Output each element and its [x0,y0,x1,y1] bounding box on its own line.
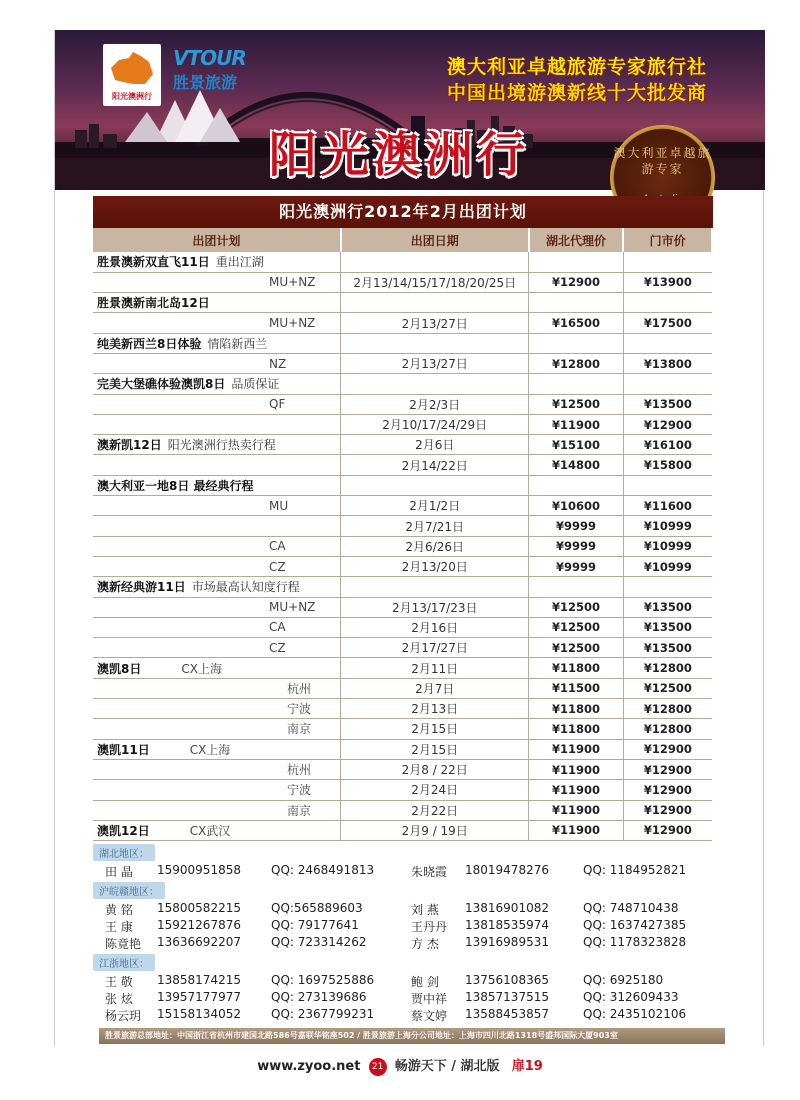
cell-agent-price: ¥16500 [529,313,624,333]
contact-name: 方 杰 [411,937,439,951]
cell-retail-price [623,293,712,313]
address-bar: 胜景旅游总部地址：中国浙江省杭州市建国北路586号嘉联华铭座502 / 胜景旅游上海分公司地址：上海市四川北路1318号盛邦国际大厦903室 [99,1028,725,1044]
cell-plan [93,820,341,840]
tour-carrier: NZ [269,356,287,371]
cell-agent-price: ¥9999 [529,556,624,576]
table-row [93,638,712,658]
contact-phone: 15800582215 [157,901,241,915]
contact-name: 陈竟艳 [105,937,142,951]
contact-row [93,990,713,1007]
cell-retail-price: ¥17500 [623,313,712,333]
table-row [93,475,712,495]
cell-retail-price: ¥12800 [623,658,712,678]
tour-carrier: MU+NZ [269,316,316,331]
contact-row [93,863,713,880]
cell-agent-price: ¥12500 [529,638,624,658]
cell-plan [93,617,341,637]
contact-phone: 13957177977 [157,990,241,1004]
table-row [93,699,712,719]
contact-name: 王丹丹 [411,920,448,934]
cell-agent-price: ¥15100 [529,435,624,455]
contact-qq: QQ: 1637427385 [583,918,687,932]
contact-qq: QQ: 2367799231 [271,1007,375,1021]
table-header-row [93,228,712,252]
tour-carrier: CA [269,620,286,635]
cell-date [341,577,529,597]
footer-name: 畅游天下 / 湖北版 [394,1059,500,1074]
cell-agent-price [529,374,624,394]
cell-agent-price: ¥12500 [529,394,624,414]
cell-date: 2月15日 [341,739,529,759]
tour-name: 澳新凯12日 [97,438,162,453]
cell-plan [93,780,341,800]
footer-badge: 21 [369,1058,387,1076]
contact-name: 田 晶 [105,865,133,879]
tour-carrier: MU+NZ [269,600,316,615]
cell-agent-price [529,293,624,313]
cell-agent-price: ¥12900 [529,272,624,292]
table-row [93,800,712,820]
cell-agent-price: ¥12500 [529,617,624,637]
table-row [93,435,712,455]
contact-phone: 15900951858 [157,863,241,877]
cell-date: 2月7/21日 [341,516,529,536]
tour-subtitle: 情陷新西兰 [207,336,268,351]
header-agent-price: 湖北代理价 [529,228,624,252]
header-plan: 出团计划 [93,228,341,252]
cell-date: 2月13/27日 [341,313,529,333]
vtour-logo [173,46,253,106]
tour-name: 完美大堡礁体验澳凯8日 [97,377,226,392]
logo1-text: 阳光澳洲行 [112,92,152,101]
contact-phone: 13858174215 [157,973,241,987]
cell-plan [93,475,341,495]
cell-plan [93,394,341,414]
cell-agent-price: ¥11900 [529,800,624,820]
cell-agent-price [529,252,624,272]
footer-page: 扉19 [511,1059,543,1074]
slogan-line-1: 澳大利亚卓越旅游专家旅行社 [446,56,707,78]
cell-retail-price [623,252,712,272]
table-row [93,414,712,434]
tour-name: 澳凯12日 [97,823,150,838]
cell-date: 2月13/27日 [341,353,529,373]
cell-date: 2月7日 [341,678,529,698]
table-row [93,780,712,800]
cell-plan [93,496,341,516]
cell-agent-price: ¥10600 [529,496,624,516]
cell-date: 2月6/26日 [341,536,529,556]
table-row [93,293,712,313]
cell-retail-price: ¥13500 [623,617,712,637]
table-row [93,252,712,272]
contact-qq: QQ: 1178323828 [583,935,687,949]
cell-plan [93,516,341,536]
contact-name: 黄 铭 [105,903,133,917]
contact-qq: QQ: 6925180 [583,973,664,987]
cell-retail-price: ¥10999 [623,516,712,536]
cell-retail-price: ¥13500 [623,597,712,617]
cell-retail-price: ¥13800 [623,353,712,373]
cell-plan [93,556,341,576]
cell-date [341,293,529,313]
tour-name: 澳凯8日 [97,661,142,676]
cell-date: 2月2/3日 [341,394,529,414]
tour-subtitle: 阳光澳洲行热卖行程 [167,438,276,453]
cell-date [341,374,529,394]
cell-agent-price: ¥11800 [529,699,624,719]
tour-carrier: CA [269,539,286,554]
tour-carrier: CX上海 [189,742,231,757]
cell-plan [93,455,341,475]
cell-retail-price: ¥10999 [623,556,712,576]
contact-name: 张 炫 [105,992,133,1006]
cell-date: 2月8 / 22日 [341,759,529,779]
contact-qq: QQ: 2435102106 [583,1007,687,1021]
table-row [93,820,712,840]
cell-agent-price [529,475,624,495]
tour-subtitle: 市场最高认知度行程 [191,580,300,595]
tour-carrier: 宁波 [287,702,312,717]
region-label: 湖北地区： [93,844,155,861]
tour-carrier: 南京 [287,803,312,818]
cell-date: 2月1/2日 [341,496,529,516]
contact-row [93,901,713,918]
cell-plan [93,333,341,353]
page-footer [0,1055,800,1076]
tour-name: 澳凯11日 [97,742,150,757]
cell-agent-price: ¥11500 [529,678,624,698]
cell-agent-price: ¥11900 [529,414,624,434]
tour-name: 胜景澳新南北岛12日 [97,296,210,311]
table-row [93,496,712,516]
cell-retail-price: ¥12800 [623,719,712,739]
slogan-line-2: 中国出境游澳新线十大批发商 [446,82,707,104]
cell-date: 2月13日 [341,699,529,719]
contact-qq: QQ: 79177641 [271,918,359,932]
footer-site: www.zyoo.net [257,1059,361,1074]
table-row [93,313,712,333]
header-date: 出团日期 [341,228,529,252]
contact-phone: 15921267876 [157,918,241,932]
cell-agent-price: ¥11900 [529,759,624,779]
cell-date [341,475,529,495]
contact-phone: 13916989531 [465,935,549,949]
cell-plan [93,719,341,739]
seal-text: 澳大利亚卓越旅游专家 [613,146,712,176]
contact-phone: 13636692207 [157,935,241,949]
table-row [93,678,712,698]
cell-retail-price: ¥13500 [623,394,712,414]
cell-plan [93,759,341,779]
cell-plan [93,699,341,719]
cell-agent-price: ¥11900 [529,739,624,759]
region-label: 沪皖赣地区： [93,882,165,899]
cell-plan [93,414,341,434]
tour-carrier: 杭州 [287,763,312,778]
cell-plan [93,678,341,698]
cell-plan [93,374,341,394]
tour-carrier: QF [269,397,286,412]
cell-plan [93,435,341,455]
vtour-name: 胜景旅游 [173,73,238,92]
tour-subtitle: 重出江湖 [215,255,264,270]
region-label: 江浙地区： [93,954,155,971]
cell-retail-price: ¥16100 [623,435,712,455]
cell-plan [93,293,341,313]
table-row [93,577,712,597]
contact-qq: QQ: 312609433 [583,990,679,1004]
table-row [93,759,712,779]
tour-carrier: 南京 [287,722,312,737]
contact-name: 王 敬 [105,975,133,989]
tour-carrier: 宁波 [287,783,312,798]
contact-qq: QQ: 748710438 [583,901,679,915]
cell-date [341,333,529,353]
table-row [93,739,712,759]
tour-carrier: CX上海 [181,661,222,676]
contact-name: 鲍 剑 [411,975,439,989]
contact-name: 刘 燕 [411,903,439,917]
table-row [93,719,712,739]
contact-name: 杨云玥 [105,1009,142,1023]
cell-date: 2月13/14/15/17/18/20/25日 [341,272,529,292]
contact-phone: 18019478276 [465,863,549,877]
tour-carrier: CX武汉 [189,823,231,838]
contact-phone: 13818535974 [465,918,549,932]
cell-agent-price: ¥14800 [529,455,624,475]
cell-plan [93,536,341,556]
table-row [93,516,712,536]
contact-phone: 15158134052 [157,1007,241,1021]
cell-retail-price: ¥12800 [623,699,712,719]
table-row [93,536,712,556]
contacts-section [93,842,713,1024]
table-row [93,658,712,678]
contact-phone: 13857137515 [465,990,549,1004]
cell-plan [93,658,341,678]
cell-retail-price: ¥13500 [623,638,712,658]
header-retail-price: 门市价 [623,228,712,252]
cell-agent-price: ¥11800 [529,658,624,678]
tour-name: 澳大利亚一地8日 最经典行程 [97,478,254,493]
tour-subtitle: 品质保证 [231,377,280,392]
cell-date: 2月14/22日 [341,455,529,475]
table-row [93,455,712,475]
cell-date: 2月22日 [341,800,529,820]
cell-agent-price: ¥9999 [529,516,624,536]
cell-retail-price: ¥15800 [623,455,712,475]
contact-row [93,973,713,990]
cell-agent-price: ¥12800 [529,353,624,373]
sunshine-australia-logo [103,44,161,106]
table-row [93,597,712,617]
cell-date: 2月10/17/24/29日 [341,414,529,434]
australia-map-icon [103,44,161,92]
plan-title: 阳光澳洲行2012年2月出团计划 [93,196,713,228]
contact-row [93,918,713,935]
cell-date: 2月6日 [341,435,529,455]
contact-qq: QQ: 273139686 [271,990,367,1004]
cell-retail-price: ¥11600 [623,496,712,516]
contact-qq: QQ:565889603 [271,901,363,915]
cell-retail-price: ¥13900 [623,272,712,292]
cell-plan [93,577,341,597]
cell-retail-price [623,577,712,597]
banner-title: 阳光澳洲行 [269,127,530,183]
tour-carrier: 杭州 [287,681,312,696]
tour-name: 澳新经典游11日 [97,580,186,595]
cell-plan [93,597,341,617]
cell-agent-price: ¥9999 [529,536,624,556]
table-row [93,617,712,637]
contact-qq: QQ: 1697525886 [271,973,375,987]
contact-row [93,1007,713,1024]
cell-retail-price [623,475,712,495]
table-row [93,374,712,394]
cell-retail-price [623,333,712,353]
cell-retail-price: ¥12900 [623,800,712,820]
tour-carrier: CZ [269,640,286,655]
contact-qq: QQ: 2468491813 [271,863,375,877]
cell-date: 2月11日 [341,658,529,678]
cell-date: 2月13/20日 [341,556,529,576]
tour-name: 纯美新西兰8日体验 [97,336,202,351]
table-row [93,353,712,373]
cell-agent-price: ¥11900 [529,780,624,800]
contact-phone: 13816901082 [465,901,549,915]
cell-retail-price: ¥12500 [623,678,712,698]
tour-name: 胜景澳新双直飞11日 [97,255,210,270]
contact-name: 王 康 [105,920,133,934]
contact-name: 蔡文婷 [411,1009,448,1023]
cell-agent-price: ¥11800 [529,719,624,739]
cell-retail-price: ¥12900 [623,780,712,800]
cell-plan [93,739,341,759]
contact-name: 朱晓霞 [411,865,448,879]
cell-retail-price: ¥10999 [623,536,712,556]
table-row [93,394,712,414]
cell-agent-price: ¥11900 [529,820,624,840]
cell-date: 2月9 / 19日 [341,820,529,840]
table-row [93,333,712,353]
cell-plan [93,353,341,373]
contact-phone: 13756108365 [465,973,549,987]
page-sheet [54,30,764,1046]
cell-agent-price [529,333,624,353]
cell-date: 2月17/27日 [341,638,529,658]
contact-name: 贾中祥 [411,992,448,1006]
cell-date: 2月13/17/23日 [341,597,529,617]
contact-qq: QQ: 723314262 [271,935,367,949]
cell-date: 2月15日 [341,719,529,739]
tour-carrier: CZ [269,559,286,574]
contact-qq: QQ: 1184952821 [583,863,687,877]
cell-plan [93,272,341,292]
tour-carrier: MU [269,498,289,513]
cell-plan [93,800,341,820]
cell-date: 2月16日 [341,617,529,637]
cell-retail-price: ¥12900 [623,739,712,759]
table-row [93,556,712,576]
cell-retail-price: ¥12900 [623,759,712,779]
vtour-brand: VTOUR [173,46,246,70]
cell-date: 2月24日 [341,780,529,800]
cell-retail-price: ¥12900 [623,820,712,840]
tour-schedule-table [93,228,713,841]
cell-plan [93,638,341,658]
cell-retail-price [623,374,712,394]
cell-retail-price: ¥12900 [623,414,712,434]
cell-agent-price [529,577,624,597]
contact-phone: 13588453857 [465,1007,549,1021]
table-row [93,272,712,292]
cell-date [341,252,529,272]
cell-plan [93,313,341,333]
cell-agent-price: ¥12500 [529,597,624,617]
cell-plan [93,252,341,272]
contact-row [93,935,713,952]
tour-carrier: MU+NZ [269,275,316,290]
